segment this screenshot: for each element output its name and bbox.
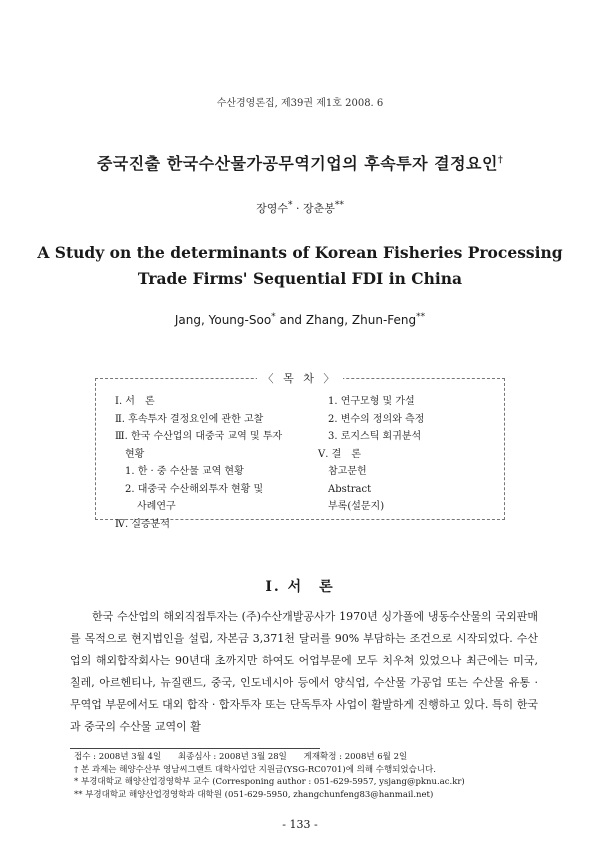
english-authors — [0, 312, 600, 327]
author-2-ko: 장춘봉 — [303, 202, 335, 215]
author-1-mark: * — [288, 200, 293, 211]
toc-item: 2. 대중국 수산해외투자 현황 및 — [125, 483, 264, 495]
english-title-line-2: Trade Firms' Sequential FDI in China — [137, 269, 463, 288]
toc-label: 〈 목 차 〉 — [0, 370, 600, 386]
korean-title — [0, 151, 600, 174]
footnotes — [74, 751, 544, 801]
toc-item: Ⅱ. 후속투자 결정요인에 관한 고찰 — [115, 413, 264, 425]
korean-authors — [0, 200, 600, 216]
author-1-en: Jang, Young-Soo — [174, 313, 272, 327]
author-2-en: Zhang, Zhun-Feng — [305, 313, 417, 327]
page-number: - 133 - — [282, 818, 318, 831]
author-1-en-mark: * — [271, 312, 276, 322]
toc-item: Abstract — [328, 483, 372, 495]
toc-item: 참고문헌 — [328, 466, 367, 477]
author-conjunction: and — [275, 313, 306, 327]
footnote-dates — [74, 751, 544, 764]
accepted-date: 게재확정 : 2008년 6월 2일 — [303, 752, 408, 762]
section-heading: Ⅰ. 서 론 — [265, 579, 335, 595]
author-2-en-mark: ** — [416, 312, 426, 322]
author-1-ko: 장영수 — [256, 202, 288, 215]
footnote-funding: † 본 과제는 해양수산부 영남씨그랜트 대학사업단 지원금(YSG-RC0701)에 의해 수행되었습니다. — [74, 764, 436, 775]
english-title — [0, 240, 600, 292]
review-date: 최종심사 : 2008년 3월 28일 — [177, 752, 287, 762]
body-text — [70, 606, 538, 738]
footnote-author-2: ** 부경대학교 해양산업경영학과 대학원 (051-629-5950, zhangchunfeng83@hanmail.net) — [74, 789, 434, 800]
author-separator: · — [292, 202, 303, 215]
toc-item: 1. 연구모형 및 가설 — [328, 396, 415, 407]
toc-item: 부록(설문지) — [328, 501, 385, 512]
toc-item: 사례연구 — [137, 501, 176, 512]
toc-item: Ⅰ. 서 론 — [115, 396, 155, 407]
toc-item: 1. 한 · 중 수산물 교역 현황 — [125, 466, 244, 477]
toc-item: Ⅲ. 한국 수산업의 대중국 교역 및 투자 — [115, 431, 283, 442]
toc-item: 3. 로지스틱 회귀분석 — [328, 431, 422, 442]
body-paragraph: 한국 수산업의 해외직접투자는 (주)수산개발공사가 1970년 싱가폴에 냉동수산물의 국외판매를 목적으로 현지법인을 설립, 자본금 3,371천 달러를 90% 부담하는 조건으로 시작되었다. 수산업의 해외합작회사는 90년대 초까지만 하여도 어업부문에 모두 치우쳐 있었으나 최근에는 미국, 칠레, 아르헨티나, 뉴질랜드, 중국, 인도네시아 등에서 양식업, 수산물 가공업 또는 수산물 유통 · 무역업 부문에서도 대외 합작 · 합자투자 또는 단독투자 사업이 활발하게 진행하고 있다. 특히 한국과 중국의 수산물 교역이 활 — [70, 610, 538, 733]
toc-item: 2. 변수의 정의와 측정 — [328, 413, 425, 425]
toc-item: 현황 — [125, 448, 145, 460]
journal-citation: 수산경영론집, 제39권 제1호 2008. 6 — [216, 98, 384, 109]
toc-right-column — [318, 393, 498, 516]
toc-left-column — [115, 393, 315, 533]
author-2-mark: ** — [334, 200, 344, 211]
footnote-rule — [70, 748, 320, 749]
toc-item: Ⅴ. 결 론 — [318, 448, 361, 460]
toc-item: Ⅳ. 실증분석 — [115, 518, 170, 530]
title-footnote-mark: † — [497, 155, 504, 166]
footnote-author-1: * 부경대학교 해양산업경영학부 교수 (Corresponing author : 051-629-5957, ysjang@pknu.ac.kr) — [74, 777, 465, 787]
korean-title-text: 중국진출 한국수산물가공무역기업의 후속투자 결정요인 — [96, 154, 498, 173]
received-date: 접수 : 2008년 3월 4일 — [74, 752, 162, 762]
english-title-line-1: A Study on the determinants of Korean Fisheries Processing — [37, 243, 563, 262]
